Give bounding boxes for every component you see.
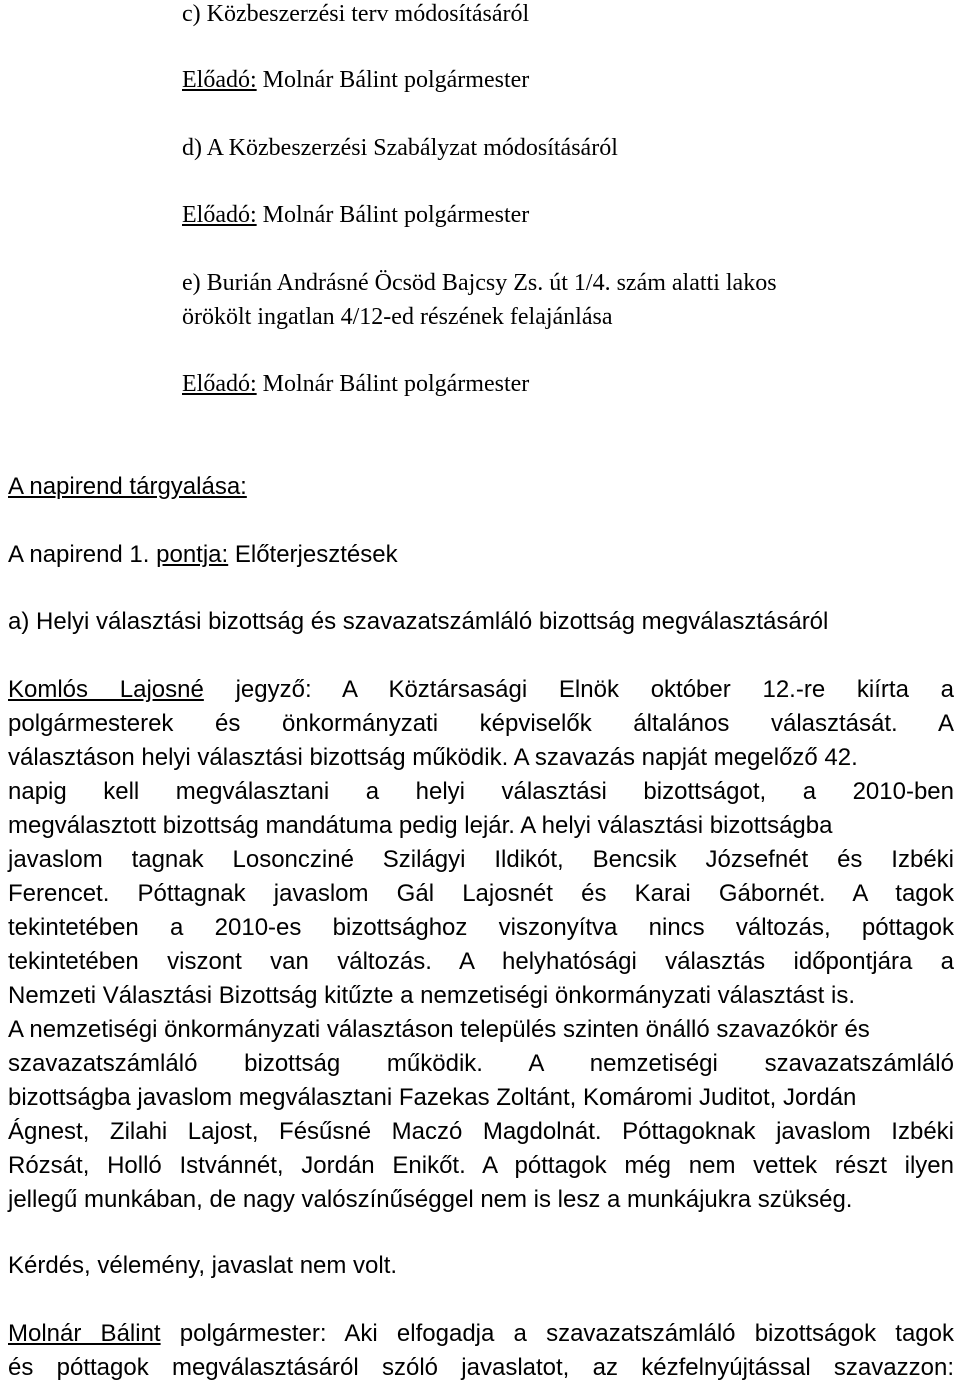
presenter-name: Molnár Bálint polgármester <box>256 67 530 93</box>
agenda-item-c-title: c) Közbeszerzési terv módosításáról <box>182 1 530 27</box>
paragraph2-line-1 <box>8 1320 954 1348</box>
paragraph-text: polgármester: Aki elfogadja a szavazatszámláló bizottságok tagok <box>160 1320 954 1347</box>
presenter-label: Előadó: <box>182 202 257 228</box>
sub-item-a-title: a) Helyi választási bizottság és szavazatszámláló bizottság megválasztásáról <box>8 608 829 635</box>
agenda-item-c-presenter <box>182 66 529 94</box>
paragraph1-line-3: választáson helyi választási bizottság működik. A szavazás napját megelőző 42. <box>8 744 858 771</box>
paragraph1-line-5: megválasztott bizottság mandátuma pedig lejár. A helyi választási bizottságba <box>8 812 833 839</box>
agenda-point-heading <box>8 541 398 569</box>
paragraph1-line-10: Nemzeti Választási Bizottság kitűzte a nemzetiségi önkormányzati választást is. <box>8 982 856 1009</box>
agenda-item-d-presenter <box>182 201 529 229</box>
point-label: pontja: <box>156 541 229 568</box>
paragraph1-line-7: Ferencet. Póttagnak javaslom Gál Lajosnét és Karai Gábornét. A tagok <box>8 880 954 907</box>
paragraph1-line-2: polgármesterek és önkormányzati képviselők általános választását. A <box>8 710 954 737</box>
point-title: Előterjesztések <box>228 541 398 568</box>
paragraph1-line-14: Ágnest, Zilahi Lajost, Fésűsné Maczó Magdolnát. Póttagoknak javaslom Izbéki <box>8 1118 954 1145</box>
point-prefix: A napirend 1. <box>8 541 150 568</box>
paragraph1-line-11: A nemzetiségi önkormányzati választáson település szinten önálló szavazókör és <box>8 1016 870 1043</box>
paragraph1-line-9: tekintetében viszont van változás. A helyhatósági választás időpontjára a <box>8 948 954 975</box>
paragraph1-line-15: Rózsát, Holló Istvánnét, Jordán Enikőt. A póttagok még nem vettek részt ilyen <box>8 1152 954 1179</box>
paragraph1-line-12: szavazatszámláló bizottság működik. A nemzetiségi szavazatszámláló <box>8 1050 954 1077</box>
paragraph1-line-6: javaslom tagnak Losoncziné Szilágyi Ildikót, Bencsik Józsefnét és Izbéki <box>8 846 954 873</box>
presenter-name: Molnár Bálint polgármester <box>256 202 530 228</box>
agenda-item-d-title: d) A Közbeszerzési Szabályzat módosításáról <box>182 135 618 161</box>
agenda-item-e-title-line1: e) Burián Andrásné Öcsöd Bajcsy Zs. út 1/4. szám alatti lakos <box>182 270 777 296</box>
paragraph-text: jegyző: A Köztársasági Elnök október 12.-re kiírta a <box>203 676 955 703</box>
agenda-item-e-presenter <box>182 370 529 398</box>
speaker-name: Komlós Lajosné <box>8 676 204 703</box>
presenter-label: Előadó: <box>182 67 257 93</box>
presenter-name: Molnár Bálint polgármester <box>256 371 530 397</box>
paragraph1-line-13: bizottságba javaslom megválasztani Fazekas Zoltánt, Komáromi Juditot, Jordán <box>8 1084 857 1111</box>
paragraph1-line-8: tekintetében a 2010-es bizottsághoz viszonyítva nincs változás, póttagok <box>8 914 954 941</box>
paragraph1-line-1 <box>8 676 954 704</box>
agenda-item-e-title-line2: örökölt ingatlan 4/12-ed részének felajánlása <box>182 304 613 330</box>
no-questions-note: Kérdés, vélemény, javaslat nem volt. <box>8 1252 398 1279</box>
paragraph1-line-4: napig kell megválasztani a helyi választási bizottságot, a 2010-ben <box>8 778 954 805</box>
speaker-name: Molnár Bálint <box>8 1320 161 1347</box>
presenter-label: Előadó: <box>182 371 257 397</box>
paragraph2-line-2: és póttagok megválasztásáról szóló javaslatot, az kézfelnyújtással szavazzon: <box>8 1354 954 1381</box>
discussion-heading: A napirend tárgyalása: <box>8 473 247 500</box>
paragraph1-line-16: jellegű munkában, de nagy valószínűséggel nem is lesz a munkájukra szükség. <box>8 1186 853 1213</box>
